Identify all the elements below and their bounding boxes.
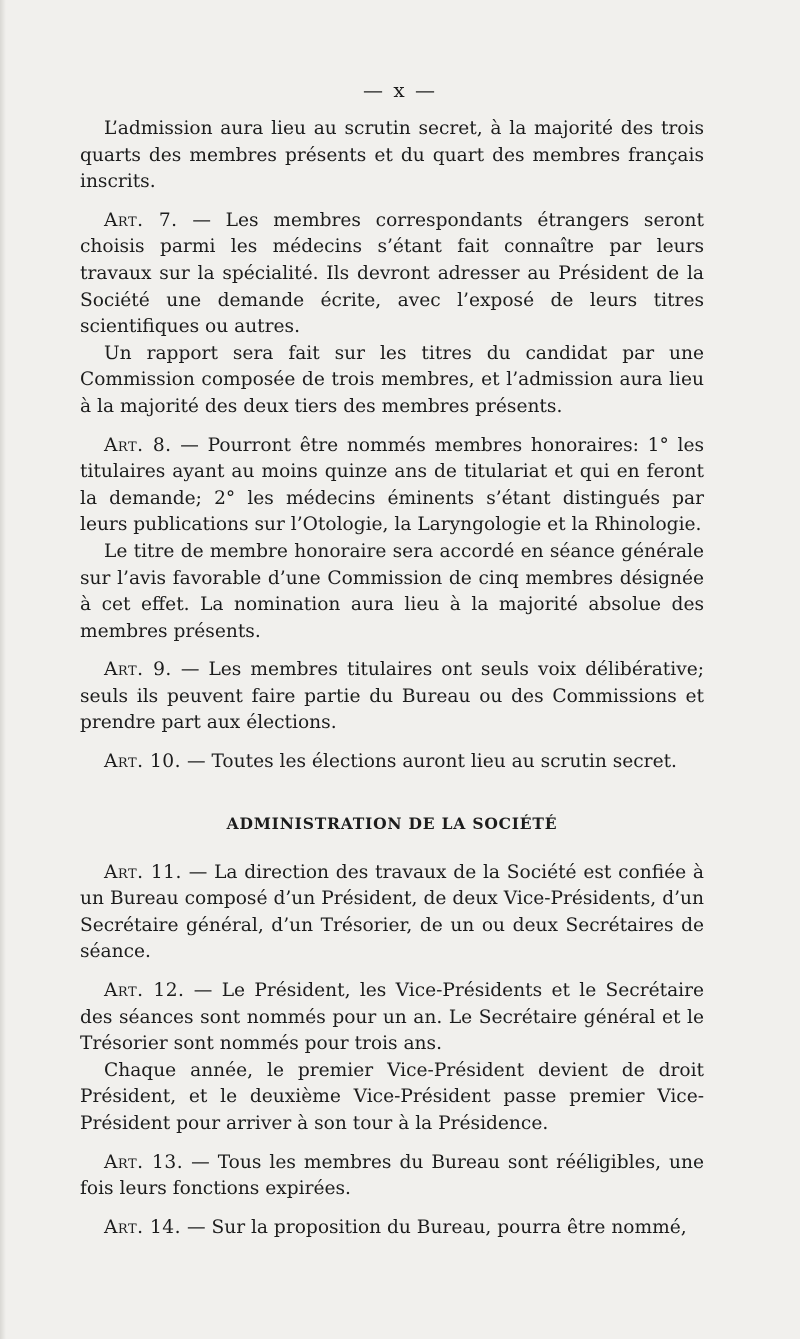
paragraph-titre-honoraire — [80, 539, 704, 645]
section-heading: ADMINISTRATION DE LA SOCIÉTÉ — [226, 813, 558, 833]
article-text: — Pourront être nommés membres honoraires: 1° les titulaires ayant au moins quinze ans de titulariat et qui en feront la demande; 2° les médecins éminents s’étant distingués par leurs publications sur l’Otologie, la Laryngologie et la Rhinologie. — [80, 434, 704, 536]
article-11 — [80, 860, 704, 966]
page-number: — x — — [363, 78, 437, 102]
article-label: Art. 14. — [104, 1216, 182, 1238]
article-text: — Les membres correspondants étrangers seront choisis parmi les médecins s’étant fait connaître par leurs travaux sur la spécialité. Ils devront adresser au Président de la Société une demande écrite, avec l’exposé de leurs titres scientifiques ou autres. — [80, 209, 704, 338]
page-edge-shadow — [0, 0, 6, 1339]
article-label: Art. 8. — [104, 434, 172, 456]
article-label: Art. 11. — [104, 861, 182, 883]
paragraph-admission — [80, 116, 704, 196]
body-text — [80, 116, 704, 1241]
article-text: — Tous les membres du Bureau sont rééligibles, une fois leurs fonctions expirées. — [80, 1151, 704, 1200]
paragraph-chaque-annee — [80, 1058, 704, 1138]
article-10 — [80, 749, 704, 776]
article-13 — [80, 1150, 704, 1203]
article-12 — [80, 978, 704, 1058]
article-text: — Le Président, les Vice-Présidents et le Secrétaire des séances sont nommés pour un an. Le Secrétaire général et le Trésorier sont nommés pour trois ans. — [80, 980, 704, 1055]
article-7 — [80, 208, 704, 341]
paragraph-rapport — [80, 341, 704, 421]
paragraph-text: Un rapport sera fait sur les titres du candidat par une Commission composée de trois membres, et l’admission aura lieu à la majorité des deux tiers des membres présents. — [80, 342, 704, 417]
paragraph-text: L’admission aura lieu au scrutin secret, à la majorité des trois quarts des membres présents et du quart des membres français inscrits. — [80, 118, 704, 193]
paragraph-text: Chaque année, le premier Vice-Président devient de droit Président, et le deuxième Vice-Président passe premier Vice-Président pour arriver à son tour à la Présidence. — [80, 1059, 704, 1134]
article-label: Art. 10. — [104, 751, 182, 773]
article-label: Art. 13. — [104, 1151, 184, 1173]
article-text: — Sur la proposition du Bureau, pourra être nommé, — [181, 1216, 687, 1238]
article-label: Art. 7. — [104, 209, 178, 231]
article-text: — Toutes les élections auront lieu au scrutin secret. — [181, 751, 677, 773]
article-text: — La direction des travaux de la Société est confiée à un Bureau composé d’un Président, de deux Vice-Présidents, d’un Secrétaire général, d’un Trésorier, de un ou deux Secrétaires de séance. — [80, 861, 704, 963]
article-text: — Les membres titulaires ont seuls voix délibérative; seuls ils peuvent faire partie du Bureau ou des Commissions et prendre part aux élections. — [80, 659, 704, 734]
article-label: Art. 12. — [104, 980, 185, 1002]
article-14 — [80, 1215, 704, 1242]
article-label: Art. 9. — [104, 659, 172, 681]
article-9 — [80, 657, 704, 737]
article-8 — [80, 433, 704, 539]
paragraph-text: Le titre de membre honoraire sera accordé en séance générale sur l’avis favorable d’une Commission de cinq membres désignée à cet effet. La nomination aura lieu à la majorité absolue des membres présents. — [80, 540, 704, 642]
